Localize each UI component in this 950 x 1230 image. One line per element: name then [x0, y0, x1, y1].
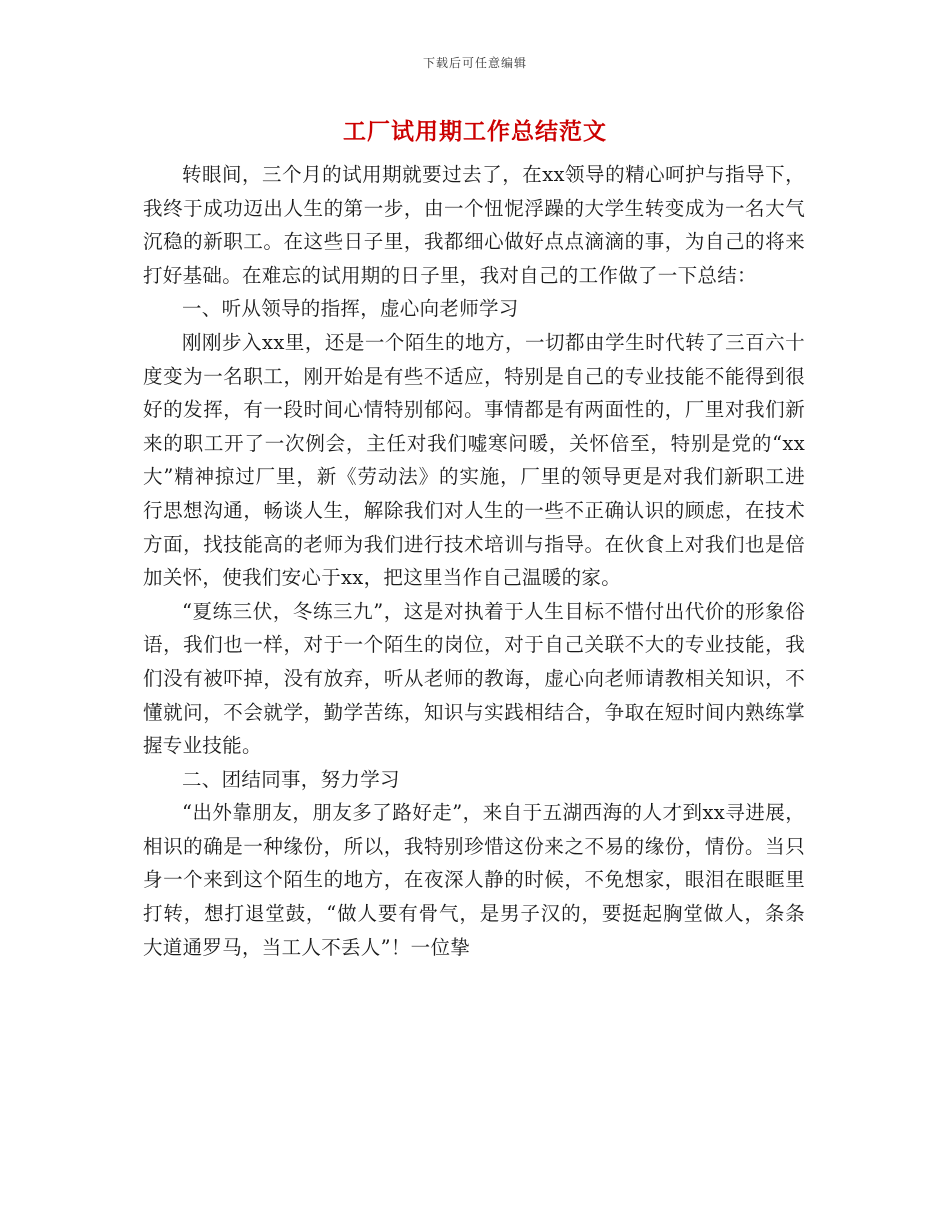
section-heading-1: 一、听从领导的指挥，虚心向老师学习	[182, 297, 519, 321]
paragraph-section1-b: “夏练三伏，冬练三九”，这是对执着于人生目标不惜付出代价的形象俗语，我们也一样，对于一个陌生的岗位，对于自己关联不大的专业技能，我们没有被吓掉，没有放弃，听从老师的教诲，虚心向老师请教相关知识，不懂就问，不会就学，勤学苦练，知识与实践相结合，争取在短时间内熟练掌握专业技能。	[143, 599, 805, 758]
paragraph-intro: 转眼间，三个月的试用期就要过去了，在xx领导的精心呵护与指导下，我终于成功迈出人生的第一步，由一个忸怩浮躁的大学生转变成为一名大气沉稳的新职工。在这些日子里，我都细心做好点点滴滴的事，为自己的将来打好基础。在难忘的试用期的日子里，我对自己的工作做了一下总结：	[143, 163, 805, 287]
paragraph-section2-a: “出外靠朋友，朋友多了路好走”，来自于五湖西海的人才到xx寻进展，相识的确是一种缘份，所以，我特别珍惜这份来之不易的缘份，情份。当只身一个来到这个陌生的地方，在夜深人静的时候，不免想家，眼泪在眼眶里打转，想打退堂鼓，“做人要有骨气，是男子汉的，要挺起胸堂做人，条条大道通罗马，当工人不丢人”！一位挚	[143, 801, 805, 959]
section-heading-2: 二、团结同事，努力学习	[182, 767, 400, 791]
document-title: 工厂试用期工作总结范文	[343, 118, 607, 145]
header-note: 下载后可任意编辑	[422, 56, 527, 70]
paragraph-section1-a: 刚刚步入xx里，还是一个陌生的地方，一切都由学生时代转了三百六十度变为一名职工，刚开始是有些不适应，特别是自己的专业技能不能得到很好的发挥，有一段时间心情特别郁闷。事情都是有两面性的，厂里对我们新来的职工开了一次例会，主任对我们嘘寒问暖，关怀倍至，特别是党的“xx大”精神掠过厂里，新《劳动法》的实施，厂里的领导更是对我们新职工进行思想沟通，畅谈人生，解除我们对人生的一些不正确认识的顾虑，在技术方面，找技能高的老师为我们进行技术培训与指导。在伙食上对我们也是倍加关怀，使我们安心于xx，把这里当作自己温暖的家。	[143, 330, 805, 590]
document-body	[143, 158, 805, 964]
